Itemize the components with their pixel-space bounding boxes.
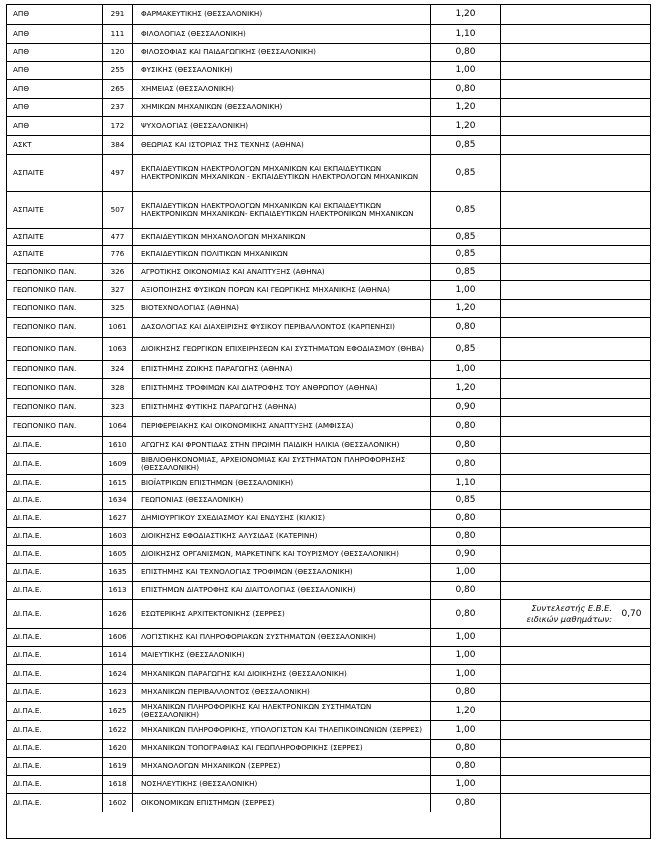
coefficient-cell: 0,80 [430,527,500,545]
code-cell: 1618 [102,775,132,793]
code-cell: 1603 [102,527,132,545]
coefficient-cell: 0,85 [430,245,500,263]
table-bottom-border [6,838,651,839]
side-cell [500,720,651,739]
code-cell: 384 [102,135,132,154]
coefficient-cell: 0,85 [430,154,500,191]
department-cell: ΜΗΧΑΝΙΚΩΝ ΠΑΡΑΓΩΓΗΣ ΚΑΙ ΔΙΟΙΚΗΣΗΣ (ΘΕΣΣΑΛΟΝΙΚΗ) [132,664,430,683]
table-right-border [650,4,651,838]
ebe-coefficient-note [500,599,651,628]
department-cell: ΒΙΟΤΕΧΝΟΛΟΓΙΑΣ (ΑΘΗΝΑ) [132,299,430,317]
code-cell: 1620 [102,739,132,757]
code-cell: 1613 [102,581,132,599]
code-cell: 1614 [102,646,132,664]
institution-cell: ΔΙ.ΠΑ.Ε. [6,646,102,664]
institution-cell: ΔΙ.ΠΑ.Ε. [6,453,102,474]
coefficient-cell: 1,00 [430,61,500,79]
code-cell: 111 [102,24,132,43]
institution-cell: ΔΙ.ΠΑ.Ε. [6,720,102,739]
coefficient-cell: 0,80 [430,599,500,628]
side-cell [500,453,651,474]
code-cell: 1061 [102,317,132,337]
code-cell: 1623 [102,683,132,701]
code-cell: 324 [102,360,132,378]
ebe-coefficient-value: 0,70 [621,608,642,619]
institution-cell: ΔΙ.ΠΑ.Ε. [6,775,102,793]
department-cell: ΕΣΩΤΕΡΙΚΗΣ ΑΡΧΙΤΕΚΤΟΝΙΚΗΣ (ΣΕΡΡΕΣ) [132,599,430,628]
code-cell: 172 [102,116,132,135]
coefficient-cell: 1,00 [430,664,500,683]
institution-cell: ΑΠΘ [6,24,102,43]
coefficient-cell: 1,20 [430,4,500,24]
code-cell: 776 [102,245,132,263]
coefficient-cell: 1,20 [430,98,500,116]
side-cell [500,4,651,24]
coefficient-cell: 0,85 [430,228,500,245]
coefficient-cell: 0,80 [430,453,500,474]
side-cell [500,228,651,245]
coefficient-cell: 0,90 [430,398,500,416]
department-cell: ΒΙΒΛΙΟΘΗΚΟΝΟΜΙΑΣ, ΑΡΧΕΙΟΝΟΜΙΑΣ ΚΑΙ ΣΥΣΤΗΜΑΤΩΝ ΠΛΗΡΟΦΟΡΗΣΗΣ (ΘΕΣΣΑΛΟΝΙΚΗ) [132,453,430,474]
side-cell [500,474,651,491]
department-cell: ΦΙΛΟΛΟΓΙΑΣ (ΘΕΣΣΑΛΟΝΙΚΗ) [132,24,430,43]
institution-cell: ΑΠΘ [6,61,102,79]
code-cell: 323 [102,398,132,416]
code-cell: 325 [102,299,132,317]
code-cell: 1626 [102,599,132,628]
department-cell: ΜΗΧΑΝΙΚΩΝ ΤΟΠΟΓΡΑΦΙΑΣ ΚΑΙ ΓΕΩΠΛΗΡΟΦΟΡΙΚΗΣ (ΣΕΡΡΕΣ) [132,739,430,757]
code-cell: 1063 [102,337,132,360]
side-cell [500,299,651,317]
side-cell [500,154,651,191]
department-cell: ΕΚΠΑΙΔΕΥΤΙΚΩΝ ΠΟΛΙΤΙΚΩΝ ΜΗΧΑΝΙΚΩΝ [132,245,430,263]
coefficient-cell: 1,20 [430,378,500,398]
coefficient-cell: 0,85 [430,135,500,154]
department-cell: ΜΑΙΕΥΤΙΚΗΣ (ΘΕΣΣΑΛΟΝΙΚΗ) [132,646,430,664]
side-cell [500,581,651,599]
department-cell: ΜΗΧΑΝΙΚΩΝ ΠΛΗΡΟΦΟΡΙΚΗΣ ΚΑΙ ΗΛΕΚΤΡΟΝΙΚΩΝ ΣΥΣΤΗΜΑΤΩΝ (ΘΕΣΣΑΛΟΝΙΚΗ) [132,701,430,720]
coefficient-cell: 1,00 [430,775,500,793]
coefficient-cell: 1,00 [430,360,500,378]
code-cell: 477 [102,228,132,245]
code-cell: 1609 [102,453,132,474]
code-cell: 507 [102,191,132,228]
side-cell [500,527,651,545]
department-cell: ΕΠΙΣΤΗΜΗΣ ΚΑΙ ΤΕΧΝΟΛΟΓΙΑΣ ΤΡΟΦΙΜΩΝ (ΘΕΣΣΑΛΟΝΙΚΗ) [132,563,430,581]
institution-cell: ΔΙ.ΠΑ.Ε. [6,599,102,628]
institution-cell: ΑΣΠΑΙΤΕ [6,228,102,245]
code-cell: 1064 [102,416,132,436]
side-cell [500,701,651,720]
department-cell: ΔΙΟΙΚΗΣΗΣ ΓΕΩΡΓΙΚΩΝ ΕΠΙΧΕΙΡΗΣΕΩΝ ΚΑΙ ΣΥΣΤΗΜΑΤΩΝ ΕΦΟΔΙΑΣΜΟΥ (ΘΗΒΑ) [132,337,430,360]
side-cell [500,739,651,757]
code-cell: 255 [102,61,132,79]
code-cell: 1606 [102,628,132,646]
institution-cell: ΑΣΚΤ [6,135,102,154]
institution-cell: ΔΙ.ΠΑ.Ε. [6,563,102,581]
code-cell: 326 [102,263,132,280]
department-cell: ΑΞΙΟΠΟΙΗΣΗΣ ΦΥΣΙΚΩΝ ΠΟΡΩΝ ΚΑΙ ΓΕΩΡΓΙΚΗΣ ΜΗΧΑΝΙΚΗΣ (ΑΘΗΝΑ) [132,280,430,299]
department-cell: ΑΓΩΓΗΣ ΚΑΙ ΦΡΟΝΤΙΔΑΣ ΣΤΗΝ ΠΡΩΙΜΗ ΠΑΙΔΙΚΗ ΗΛΙΚΙΑ (ΘΕΣΣΑΛΟΝΙΚΗ) [132,436,430,453]
coefficient-cell: 0,80 [430,793,500,812]
coefficient-cell: 0,80 [430,79,500,98]
code-cell: 1619 [102,757,132,775]
institution-cell: ΔΙ.ΠΑ.Ε. [6,509,102,527]
department-cell: ΜΗΧΑΝΙΚΩΝ ΠΛΗΡΟΦΟΡΙΚΗΣ, ΥΠΟΛΟΓΙΣΤΩΝ ΚΑΙ ΤΗΛΕΠΙΚΟΙΝΩΝΙΩΝ (ΣΕΡΡΕΣ) [132,720,430,739]
institution-cell: ΑΣΠΑΙΤΕ [6,245,102,263]
department-cell: ΕΠΙΣΤΗΜΗΣ ΤΡΟΦΙΜΩΝ ΚΑΙ ΔΙΑΤΡΟΦΗΣ ΤΟΥ ΑΝΘΡΩΠΟΥ (ΑΘΗΝΑ) [132,378,430,398]
side-cell [500,664,651,683]
side-cell [500,135,651,154]
code-cell: 120 [102,43,132,61]
institution-cell: ΓΕΩΠΟΝΙΚΟ ΠΑΝ. [6,378,102,398]
code-cell: 328 [102,378,132,398]
department-cell: ΕΠΙΣΤΗΜΗΣ ΦΥΤΙΚΗΣ ΠΑΡΑΓΩΓΗΣ (ΑΘΗΝΑ) [132,398,430,416]
coefficient-cell: 0,85 [430,191,500,228]
side-cell [500,79,651,98]
institution-cell: ΔΙ.ΠΑ.Ε. [6,436,102,453]
department-cell: ΕΠΙΣΤΗΜΩΝ ΔΙΑΤΡΟΦΗΣ ΚΑΙ ΔΙΑΙΤΟΛΟΓΙΑΣ (ΘΕΣΣΑΛΟΝΙΚΗ) [132,581,430,599]
side-cell [500,398,651,416]
ebe-coefficient-label: Συντελεστής Ε.Β.Ε. ειδικών μαθημάτων: [526,603,612,624]
coefficient-cell: 0,80 [430,757,500,775]
coefficient-cell: 1,00 [430,646,500,664]
side-cell [500,98,651,116]
institution-cell: ΔΙ.ΠΑ.Ε. [6,491,102,509]
side-cell [500,263,651,280]
coefficient-cell: 1,10 [430,24,500,43]
side-cell [500,337,651,360]
department-cell: ΕΚΠΑΙΔΕΥΤΙΚΩΝ ΜΗΧΑΝΟΛΟΓΩΝ ΜΗΧΑΝΙΚΩΝ [132,228,430,245]
institution-cell: ΓΕΩΠΟΝΙΚΟ ΠΑΝ. [6,299,102,317]
coefficient-cell: 0,80 [430,436,500,453]
code-cell: 265 [102,79,132,98]
code-cell: 1615 [102,474,132,491]
institution-cell: ΑΣΠΑΙΤΕ [6,191,102,228]
department-cell: ΛΟΓΙΣΤΙΚΗΣ ΚΑΙ ΠΛΗΡΟΦΟΡΙΑΚΩΝ ΣΥΣΤΗΜΑΤΩΝ (ΘΕΣΣΑΛΟΝΙΚΗ) [132,628,430,646]
coefficient-cell: 0,85 [430,263,500,280]
department-cell: ΔΙΟΙΚΗΣΗΣ ΕΦΟΔΙΑΣΤΙΚΗΣ ΑΛΥΣΙΔΑΣ (ΚΑΤΕΡΙΝΗ) [132,527,430,545]
side-cell [500,563,651,581]
side-cell [500,24,651,43]
institution-cell: ΔΙ.ΠΑ.Ε. [6,581,102,599]
side-cell [500,245,651,263]
coefficient-cell: 0,90 [430,545,500,563]
department-cell: ΦΑΡΜΑΚΕΥΤΙΚΗΣ (ΘΕΣΣΑΛΟΝΙΚΗ) [132,4,430,24]
coefficient-cell: 1,10 [430,474,500,491]
institution-cell: ΔΙ.ΠΑ.Ε. [6,739,102,757]
code-cell: 1634 [102,491,132,509]
side-cell [500,545,651,563]
institution-cell: ΔΙ.ΠΑ.Ε. [6,545,102,563]
institution-cell: ΑΠΘ [6,4,102,24]
side-column-border [500,4,501,838]
side-cell [500,491,651,509]
institution-cell: ΔΙ.ΠΑ.Ε. [6,683,102,701]
department-cell: ΦΙΛΟΣΟΦΙΑΣ ΚΑΙ ΠΑΙΔΑΓΩΓΙΚΗΣ (ΘΕΣΣΑΛΟΝΙΚΗ) [132,43,430,61]
code-cell: 1635 [102,563,132,581]
coefficient-cell: 0,80 [430,509,500,527]
code-cell: 1624 [102,664,132,683]
institution-cell: ΔΙ.ΠΑ.Ε. [6,793,102,812]
institution-cell: ΔΙ.ΠΑ.Ε. [6,628,102,646]
department-cell: ΕΚΠΑΙΔΕΥΤΙΚΩΝ ΗΛΕΚΤΡΟΛΟΓΩΝ ΜΗΧΑΝΙΚΩΝ ΚΑΙ ΕΚΠΑΙΔΕΥΤΙΚΩΝ ΗΛΕΚΤΡΟΝΙΚΩΝ ΜΗΧΑΝΙΚΩΝ- ΕΚΠΑΙΔΕΥΤΙΚΩΝ ΗΛΕΚΤΡΟΝΙΚΩΝ ΜΗΧΑΝΙΚΩΝ [132,191,430,228]
coefficient-cell: 1,00 [430,280,500,299]
coefficient-cell: 1,20 [430,701,500,720]
institution-cell: ΓΕΩΠΟΝΙΚΟ ΠΑΝ. [6,280,102,299]
coefficient-cell: 1,00 [430,563,500,581]
side-cell [500,683,651,701]
institution-cell: ΔΙ.ΠΑ.Ε. [6,474,102,491]
code-cell: 1605 [102,545,132,563]
department-cell: ΘΕΩΡΙΑΣ ΚΑΙ ΙΣΤΟΡΙΑΣ ΤΗΣ ΤΕΧΝΗΣ (ΑΘΗΝΑ) [132,135,430,154]
institution-cell: ΓΕΩΠΟΝΙΚΟ ΠΑΝ. [6,317,102,337]
side-cell [500,191,651,228]
side-cell [500,43,651,61]
department-cell: ΑΓΡΟΤΙΚΗΣ ΟΙΚΟΝΟΜΙΑΣ ΚΑΙ ΑΝΑΠΤΥΞΗΣ (ΑΘΗΝΑ) [132,263,430,280]
department-cell: ΔΗΜΙΟΥΡΓΙΚΟΥ ΣΧΕΔΙΑΣΜΟΥ ΚΑΙ ΕΝΔΥΣΗΣ (ΚΙΛΚΙΣ) [132,509,430,527]
institution-cell: ΓΕΩΠΟΝΙΚΟ ΠΑΝ. [6,416,102,436]
code-cell: 497 [102,154,132,191]
coefficient-cell: 1,20 [430,116,500,135]
department-cell: ΔΑΣΟΛΟΓΙΑΣ ΚΑΙ ΔΙΑΧΕΙΡΙΣΗΣ ΦΥΣΙΚΟΥ ΠΕΡΙΒΑΛΛΟΝΤΟΣ (ΚΑΡΠΕΝΗΣΙ) [132,317,430,337]
code-cell: 291 [102,4,132,24]
coefficient-cell: 0,80 [430,43,500,61]
code-cell: 237 [102,98,132,116]
department-cell: ΧΗΜΕΙΑΣ (ΘΕΣΣΑΛΟΝΙΚΗ) [132,79,430,98]
coefficient-cell: 0,80 [430,581,500,599]
coefficient-cell: 0,80 [430,739,500,757]
side-cell [500,775,651,793]
code-cell: 1602 [102,793,132,812]
institution-cell: ΔΙ.ΠΑ.Ε. [6,664,102,683]
code-cell: 1610 [102,436,132,453]
institution-cell: ΑΠΘ [6,43,102,61]
department-cell: ΧΗΜΙΚΩΝ ΜΗΧΑΝΙΚΩΝ (ΘΕΣΣΑΛΟΝΙΚΗ) [132,98,430,116]
institution-cell: ΔΙ.ΠΑ.Ε. [6,757,102,775]
coefficient-cell: 0,85 [430,337,500,360]
department-cell: ΕΠΙΣΤΗΜΗΣ ΖΩΙΚΗΣ ΠΑΡΑΓΩΓΗΣ (ΑΘΗΝΑ) [132,360,430,378]
side-cell [500,509,651,527]
department-cell: ΝΟΣΗΛΕΥΤΙΚΗΣ (ΘΕΣΣΑΛΟΝΙΚΗ) [132,775,430,793]
department-cell: ΔΙΟΙΚΗΣΗΣ ΟΡΓΑΝΙΣΜΩΝ, ΜΑΡΚΕΤΙΝΓΚ ΚΑΙ ΤΟΥΡΙΣΜΟΥ (ΘΕΣΣΑΛΟΝΙΚΗ) [132,545,430,563]
code-cell: 1622 [102,720,132,739]
code-cell: 327 [102,280,132,299]
department-cell: ΒΙΟΪΑΤΡΙΚΩΝ ΕΠΙΣΤΗΜΩΝ (ΘΕΣΣΑΛΟΝΙΚΗ) [132,474,430,491]
department-cell: ΜΗΧΑΝΟΛΟΓΩΝ ΜΗΧΑΝΙΚΩΝ (ΣΕΡΡΕΣ) [132,757,430,775]
side-cell [500,378,651,398]
institution-cell: ΓΕΩΠΟΝΙΚΟ ΠΑΝ. [6,337,102,360]
code-cell: 1625 [102,701,132,720]
code-cell: 1627 [102,509,132,527]
side-cell [500,793,651,812]
institution-cell: ΑΠΘ [6,116,102,135]
department-cell: ΓΕΩΠΟΝΙΑΣ (ΘΕΣΣΑΛΟΝΙΚΗ) [132,491,430,509]
institution-cell: ΑΠΘ [6,79,102,98]
coefficient-cell: 1,00 [430,720,500,739]
institution-cell: ΑΣΠΑΙΤΕ [6,154,102,191]
coefficient-cell: 1,00 [430,628,500,646]
side-cell [500,416,651,436]
side-cell [500,317,651,337]
coefficient-cell: 0,80 [430,317,500,337]
side-cell [500,436,651,453]
coefficient-cell: 0,85 [430,491,500,509]
institution-cell: ΓΕΩΠΟΝΙΚΟ ΠΑΝ. [6,263,102,280]
side-cell [500,116,651,135]
institution-cell: ΓΕΩΠΟΝΙΚΟ ΠΑΝ. [6,360,102,378]
coefficient-cell: 1,20 [430,299,500,317]
coefficient-cell: 0,80 [430,416,500,436]
side-cell [500,61,651,79]
side-cell [500,628,651,646]
department-cell: ΕΚΠΑΙΔΕΥΤΙΚΩΝ ΗΛΕΚΤΡΟΛΟΓΩΝ ΜΗΧΑΝΙΚΩΝ ΚΑΙ ΕΚΠΑΙΔΕΥΤΙΚΩΝ ΗΛΕΚΤΡΟΝΙΚΩΝ ΜΗΧΑΝΙΚΩΝ - ΕΚΠΑΙΔΕΥΤΙΚΩΝ ΗΛΕΚΤΡΟΛΟΓΩΝ ΜΗΧΑΝΙΚΩΝ [132,154,430,191]
institution-cell: ΔΙ.ΠΑ.Ε. [6,701,102,720]
institution-cell: ΓΕΩΠΟΝΙΚΟ ΠΑΝ. [6,398,102,416]
side-cell [500,280,651,299]
department-cell: ΜΗΧΑΝΙΚΩΝ ΠΕΡΙΒΑΛΛΟΝΤΟΣ (ΘΕΣΣΑΛΟΝΙΚΗ) [132,683,430,701]
department-cell: ΠΕΡΙΦΕΡΕΙΑΚΗΣ ΚΑΙ ΟΙΚΟΝΟΜΙΚΗΣ ΑΝΑΠΤΥΞΗΣ (ΑΜΦΙΣΣΑ) [132,416,430,436]
institution-cell: ΑΠΘ [6,98,102,116]
side-cell [500,646,651,664]
institution-cell: ΔΙ.ΠΑ.Ε. [6,527,102,545]
department-cell: ΦΥΣΙΚΗΣ (ΘΕΣΣΑΛΟΝΙΚΗ) [132,61,430,79]
side-cell [500,360,651,378]
coefficient-cell: 0,80 [430,683,500,701]
side-cell [500,757,651,775]
department-cell: ΟΙΚΟΝΟΜΙΚΩΝ ΕΠΙΣΤΗΜΩΝ (ΣΕΡΡΕΣ) [132,793,430,812]
department-cell: ΨΥΧΟΛΟΓΙΑΣ (ΘΕΣΣΑΛΟΝΙΚΗ) [132,116,430,135]
